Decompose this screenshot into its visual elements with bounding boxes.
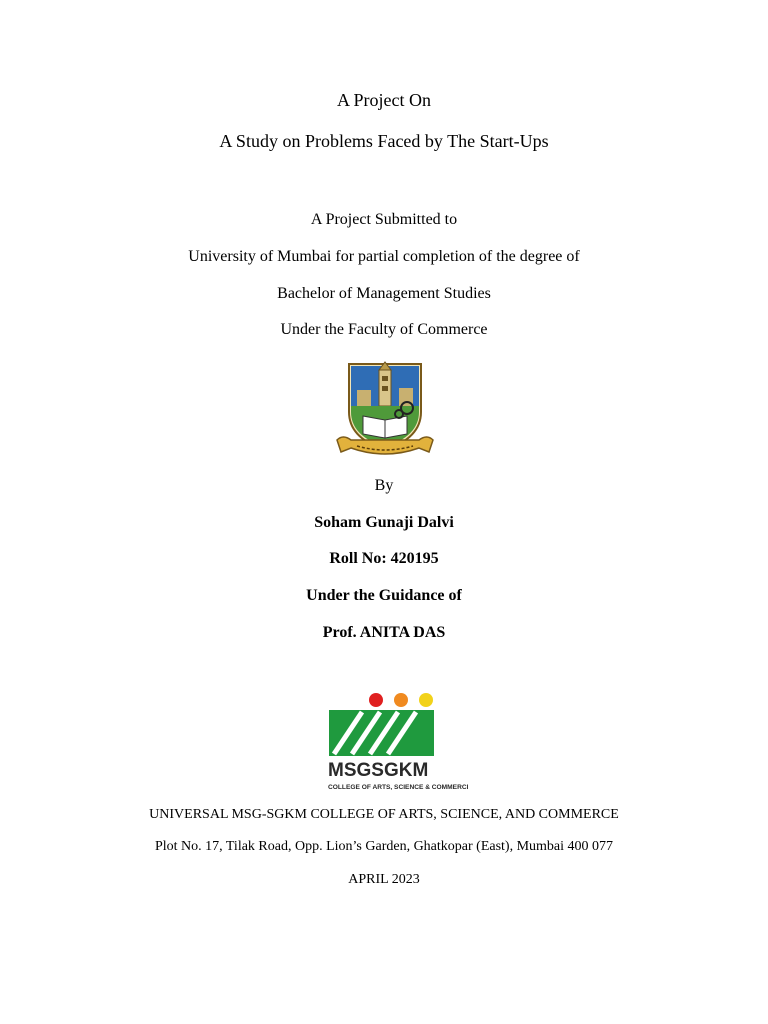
college-name: UNIVERSAL MSG-SGKM COLLEGE OF ARTS, SCIENCE, AND COMMERCE: [149, 807, 619, 822]
college-logo-caption: COLLEGE OF ARTS, SCIENCE & COMMERCI: [328, 784, 469, 791]
msgsgkm-college-logo-icon: [326, 690, 472, 794]
project-on-heading: A Project On: [337, 90, 431, 110]
submitted-to-line: A Project Submitted to: [310, 211, 458, 228]
submission-date: APRIL 2023: [348, 872, 420, 887]
project-title: A Study on Problems Faced by The Start-Ups: [219, 131, 549, 151]
degree-line: Bachelor of Management Studies: [277, 285, 491, 302]
student-name: Soham Gunaji Dalvi: [314, 514, 454, 531]
roll-number: Roll No: 420195: [329, 550, 439, 567]
college-address: Plot No. 17, Tilak Road, Opp. Lion’s Garden, Ghatkopar (East), Mumbai 400 077: [154, 839, 614, 854]
university-of-mumbai-emblem-icon: [333, 358, 437, 464]
faculty-line: Under the Faculty of Commerce: [280, 321, 488, 338]
by-label: By: [374, 477, 394, 494]
guide-name: Prof. ANITA DAS: [322, 624, 446, 641]
university-line: University of Mumbai for partial completion of the degree of: [188, 248, 580, 265]
college-wordmark: MSGSGKM: [328, 760, 429, 781]
guidance-label: Under the Guidance of: [306, 587, 462, 604]
